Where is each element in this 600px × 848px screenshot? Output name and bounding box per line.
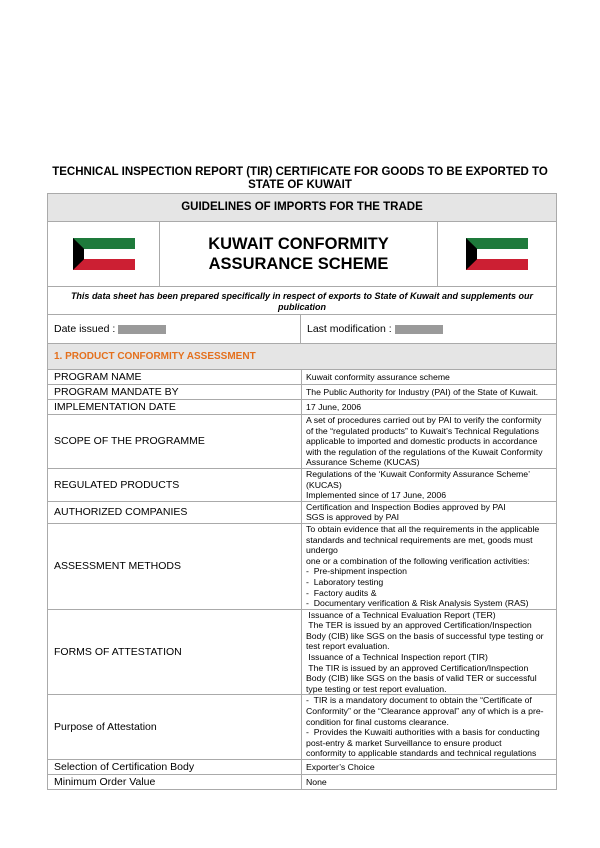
table-row: [48, 468, 556, 501]
value-line: A set of procedures carried out by PAI to verify the conformity: [306, 415, 542, 425]
date-issued-label: Date issued :: [54, 323, 116, 335]
row-value: [302, 385, 557, 400]
value-line: - Pre-shipment inspection: [306, 566, 407, 577]
row-value: [302, 370, 557, 385]
value-line: applicable to imported and domestic products in accordance: [306, 436, 538, 447]
value-line: condition for final customs clearance.: [306, 716, 449, 727]
scheme-title-line-2: ASSURANCE SCHEME: [208, 255, 389, 273]
value-line: - TIR is a mandatory document to obtain the “Certificate of: [306, 695, 532, 706]
value-line: None: [306, 776, 327, 787]
value-line: Conformity” or the “Clearance approval” any of which is a pre-: [306, 706, 544, 717]
publication-note: [48, 287, 556, 315]
table-row: [48, 760, 556, 775]
data-sheet: [47, 193, 557, 790]
value-line: - Provides the Kuwaiti authorities with a basis for conducting: [306, 727, 540, 738]
value-line: - Documentary verification & Risk Analysis System (RAS): [306, 598, 529, 609]
table-row: [48, 415, 556, 469]
value-line: The TIR is issued by an approved Certification/Inspection: [306, 662, 529, 673]
table-row: [48, 609, 556, 695]
last-modification-label: Last modification :: [307, 323, 392, 335]
value-line: Body (CIB) like SGS on the basis of valid TER or successful: [306, 673, 537, 684]
title-line-1: TECHNICAL INSPECTION REPORT (TIR) CERTIFICATE FOR GOODS TO BE EXPORTED TO: [52, 166, 548, 178]
left-flag-cell: [48, 222, 160, 286]
note-line-1: This data sheet has been prepared specifically in respect of exports to State of Kuwait and supplements our: [70, 291, 534, 301]
redacted-date: [395, 325, 443, 334]
table-row: [48, 775, 556, 790]
value-line: (KUCAS): [306, 479, 342, 490]
value-line: - Factory audits &: [306, 587, 377, 598]
value-line: test report evaluation.: [306, 641, 390, 652]
row-label: IMPLEMENTATION DATE: [48, 400, 302, 415]
value-line: Implemented since of 17 June, 2006: [306, 490, 447, 501]
row-label: AUTHORIZED COMPANIES: [48, 501, 302, 523]
row-value: [302, 468, 557, 501]
value-line: Body (CIB) like SGS on the basis of successful type testing or: [306, 630, 544, 641]
row-value: [302, 760, 557, 775]
value-line: Issuance of a Technical Evaluation Report (TER): [306, 609, 496, 620]
table-row: [48, 400, 556, 415]
note-line-2: publication: [278, 302, 326, 312]
row-label: PROGRAM NAME: [48, 370, 302, 385]
value-line: undergo: [306, 545, 338, 556]
kuwait-flag-icon: [466, 238, 528, 270]
value-line: The TER is issued by an approved Certification/Inspection: [306, 620, 532, 631]
row-value: [302, 609, 557, 695]
value-line: conformity to applicable standards and technical regulations: [306, 748, 537, 759]
value-line: Regulations of the ‘Kuwait Conformity Assurance Scheme’: [306, 468, 531, 479]
value-line: The Public Authority for Industry (PAI) of the State of Kuwait.: [306, 386, 539, 397]
table-row: [48, 695, 556, 760]
row-value: [302, 415, 557, 469]
guidelines-band: GUIDELINES OF IMPORTS FOR THE TRADE: [48, 194, 556, 222]
dates-row: [48, 315, 556, 344]
row-label: SCOPE OF THE PROGRAMME: [48, 415, 302, 469]
table-row: [48, 385, 556, 400]
scheme-title-line-1: KUWAIT CONFORMITY: [208, 235, 389, 253]
value-line: SGS is approved by PAI: [306, 512, 400, 523]
title-line-2: STATE OF KUWAIT: [248, 179, 352, 191]
last-modification-cell: [301, 315, 556, 343]
date-issued-cell: [48, 315, 301, 343]
document-title: [40, 166, 560, 192]
value-line: Kuwait conformity assurance scheme: [306, 371, 450, 382]
kuwait-flag-icon: [73, 238, 135, 270]
table-row: [48, 501, 556, 523]
value-line: standards and technical requirements are met, goods must: [306, 534, 533, 545]
row-value: [302, 501, 557, 523]
right-flag-cell: [437, 222, 556, 286]
row-label: PROGRAM MANDATE BY: [48, 385, 302, 400]
value-line: Exporter’s Choice: [306, 761, 375, 772]
row-value: [302, 695, 557, 760]
row-label: Purpose of Attestation: [48, 695, 302, 760]
value-line: Certification and Inspection Bodies approved by PAI: [306, 501, 506, 512]
row-label: Minimum Order Value: [48, 775, 302, 790]
value-line: 17 June, 2006: [306, 401, 362, 412]
value-line: one or a combination of the following verification activities:: [306, 555, 530, 566]
table-row: [48, 523, 556, 609]
table-row: [48, 370, 556, 385]
value-line: Assurance Scheme (KUCAS): [306, 457, 420, 468]
value-line: post-entry & market Surveillance to ensure product: [306, 737, 502, 748]
row-label: FORMS OF ATTESTATION: [48, 609, 302, 695]
row-value: [302, 523, 557, 609]
row-label: Selection of Certification Body: [48, 760, 302, 775]
value-line: with the regulation of the regulations of the Kuwait Conformity: [306, 446, 543, 457]
row-value: [302, 775, 557, 790]
redacted-date: [118, 325, 166, 334]
conformity-table: [48, 370, 556, 789]
row-label: REGULATED PRODUCTS: [48, 468, 302, 501]
scheme-title: [160, 222, 437, 286]
row-value: [302, 400, 557, 415]
section-heading: 1. PRODUCT CONFORMITY ASSESSMENT: [48, 344, 556, 370]
value-line: To obtain evidence that all the requirements in the applicable: [306, 523, 540, 534]
value-line: of the “regulated products” to Kuwait’s Technical Regulations: [306, 425, 539, 436]
value-line: - Laboratory testing: [306, 576, 384, 587]
value-line: Issuance of a Technical Inspection report (TIR): [306, 652, 488, 663]
value-line: type testing or test report evaluation.: [306, 683, 447, 694]
row-label: ASSESSMENT METHODS: [48, 523, 302, 609]
scheme-header: [48, 222, 556, 287]
